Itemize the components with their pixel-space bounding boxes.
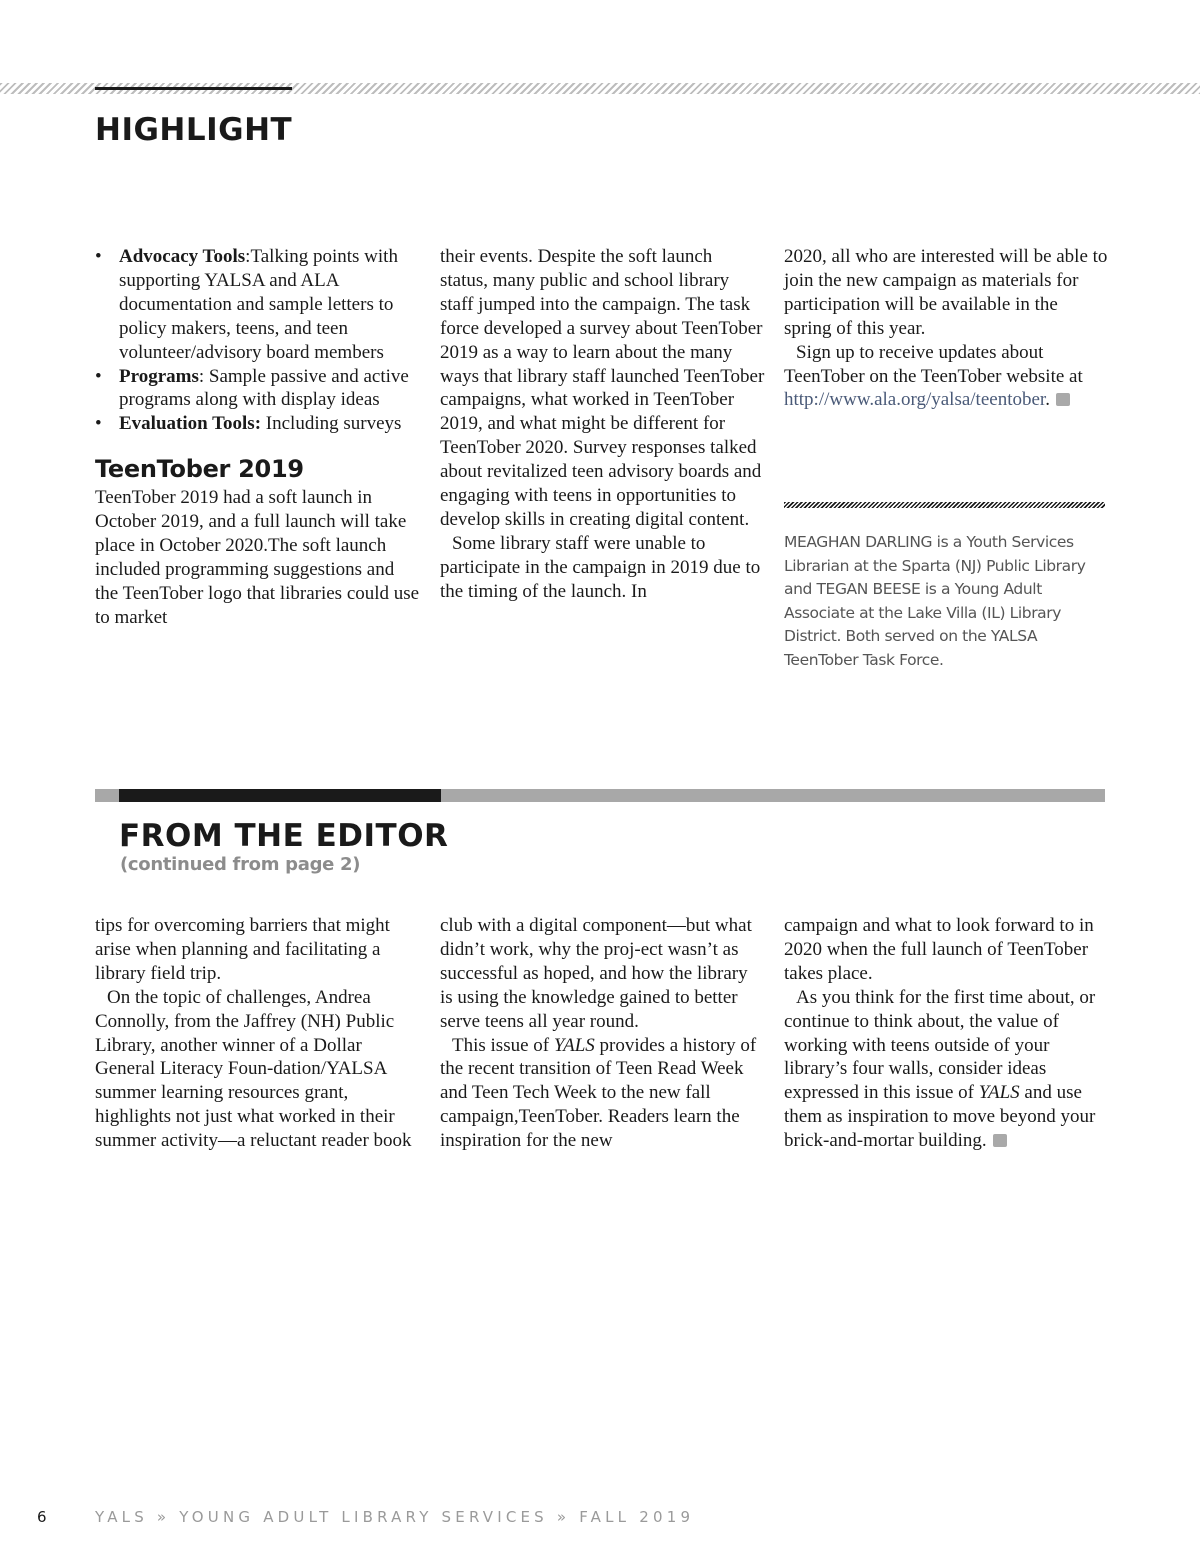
body-paragraph: their events. Despite the soft launch status, many public and school library staff jumped into the campaign. The task force developed a survey about TeenTober 2019 as a way to learn about the many ways that library staff launched TeenTober campaigns, what worked in TeenTober 2019, and what might be different for TeenTober 2020. Survey responses talked about revitalized teen advisory boards and engaging with teens in opportunities to develop skills in creating digital content. [440,246,765,530]
body-paragraph: 2020, all who are interested will be able to join the new campaign as materials for participation will be available in the spring of this year. [784,246,1108,339]
list-item-label: Advocacy Tools [119,246,246,267]
author-bio: MEAGHAN DARLING is a Youth Services Librarian at the Sparta (NJ) Public Library and TEGAN BEESE is a Young Adult Associate at the Lake Villa (IL) Library District. Both served on the YALSA TeenTober Task Force. [784,533,1086,669]
teentober-link[interactable]: http://www.ala.org/yalsa/teentober [784,389,1046,411]
body-paragraph: On the topic of challenges, Andrea Connolly, from the Jaffrey (NH) Public Library, another winner of a Dollar General Literacy Foun-dation/YALSA summer learning resources grant, highlights not just what worked in their summer activity—a reluctant reader book [95,986,412,1152]
body-paragraph: As you think for the first time about, or continue to think about, the value of working with teens outside of your library’s four walls, consider ideas expressed in this issue of YALS and use them as inspiration to move beyond your brick-and-mortar building. [784,986,1096,1152]
editor-rule-black [119,789,441,802]
continued-note: (continued from page 2) [120,854,361,875]
body-paragraph: club with a digital component—but what didn’t work, why the proj-ect wasn’t as successful as hoped, and how the library is using the knowledge gained to better serve teens all year round. [440,915,752,1032]
highlight-column-2 [440,245,765,604]
list-item [95,245,420,365]
bio-divider [784,502,1105,508]
editor-title: FROM THE EDITOR [119,818,449,854]
body-paragraph: Sign up to receive updates about TeenTober on the TeenTober website at http://www.ala.org/yalsa/teentober. [784,341,1083,411]
end-mark-icon [1056,393,1070,406]
list-item-text: : Sample passive and active programs along with display ideas [119,365,409,411]
page-number: 6 [37,1508,47,1526]
list-item-label: Evaluation Tools: [119,413,262,435]
highlight-column-1 [95,245,420,630]
end-mark-icon [993,1134,1007,1147]
bullet-icon: • [95,413,102,435]
list-item-label: Programs [119,365,199,387]
list-item-text: :Talking points with supporting YALSA and ALA documentation and sample letters to policy makers, teens, and teen volunteer/advisory board members [119,246,398,363]
body-paragraph: campaign and what to look forward to in 2020 when the full launch of TeenTober takes place. [784,915,1094,984]
body-paragraph: tips for overcoming barriers that might arise when planning and facilitating a library field trip. [95,915,390,984]
editor-column-3 [784,914,1109,1153]
list-item [95,412,420,436]
title-rule [95,87,292,90]
highlight-column-3 [784,245,1109,412]
editor-column-2 [440,914,765,1153]
highlight-title: HIGHLIGHT [95,112,293,148]
list-item-text: Including surveys [261,413,402,435]
body-paragraph: Some library staff were unable to participate in the campaign in 2019 due to the timing of the launch. In [440,532,761,602]
body-paragraph: This issue of YALS provides a history of the recent transition of Teen Read Week and Teen Tech Week to the new fall campaign,TeenTober. Readers learn the inspiration for the new [440,1034,757,1152]
list-item [95,365,420,413]
running-head: YALS » YOUNG ADULT LIBRARY SERVICES » FALL 2019 [95,1508,695,1526]
bullet-icon: • [95,365,102,387]
bullet-icon: • [95,246,102,267]
subheading: TeenTober 2019 [95,455,304,484]
editor-column-1 [95,914,420,1153]
resource-list [95,245,420,436]
body-paragraph: TeenTober 2019 had a soft launch in October 2019, and a full launch will take place in October 2020.The soft launch included programming suggestions and the TeenTober logo that libraries could use to market [95,487,420,628]
